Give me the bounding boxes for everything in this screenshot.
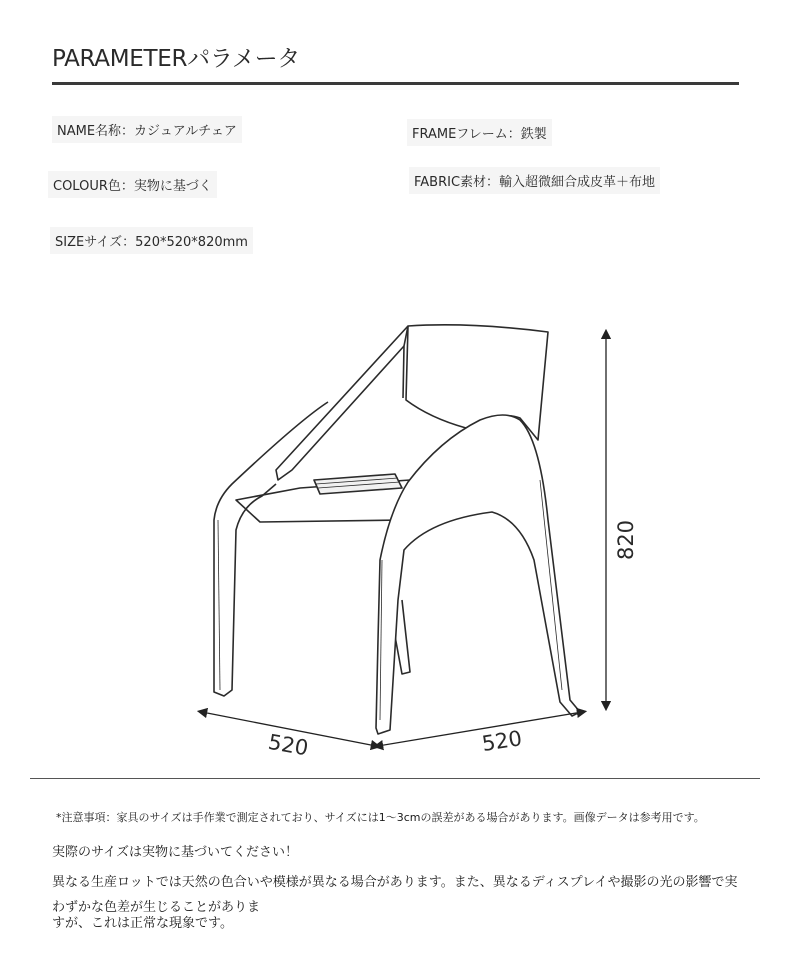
param-fabric: FABRIC素材：輸入超微細合成皮革＋布地 bbox=[409, 167, 660, 194]
color-difference-note-line2: すが、これは正常な現象です。 bbox=[52, 916, 233, 931]
page-title: PARAMETERパラメータ bbox=[52, 46, 300, 72]
depth-label: 520 bbox=[480, 726, 524, 757]
section-divider bbox=[30, 778, 760, 779]
actual-size-note: 実際のサイズは実物に基づいてください！ bbox=[52, 845, 298, 860]
depth-dimension-line bbox=[378, 712, 582, 746]
param-size: SIZEサイズ：520*520*820mm bbox=[50, 227, 253, 254]
param-colour: COLOUR色：実物に基づく bbox=[48, 171, 217, 198]
height-label: 820 bbox=[614, 519, 638, 561]
color-difference-note-line1: わずかな色差が生じることがありま bbox=[52, 900, 261, 915]
chair-dimension-drawing bbox=[0, 280, 790, 780]
chair-illustration bbox=[214, 325, 580, 734]
param-frame: FRAMEフレーム：鉄製 bbox=[407, 119, 552, 146]
title-divider bbox=[52, 82, 739, 85]
production-lot-note: 異なる生産ロットでは天然の色合いや模様が異なる場合があります。また、異なるディスプレイや撮影の光の影響で実 bbox=[52, 875, 738, 890]
caution-note: *注意事項：家具のサイズは手作業で測定されており、サイズには1～3cmの誤差がある場合があります。画像データは参考用です。 bbox=[56, 811, 705, 824]
width-label: 520 bbox=[266, 729, 311, 761]
param-name: NAME名称：カジュアルチェア bbox=[52, 116, 242, 143]
